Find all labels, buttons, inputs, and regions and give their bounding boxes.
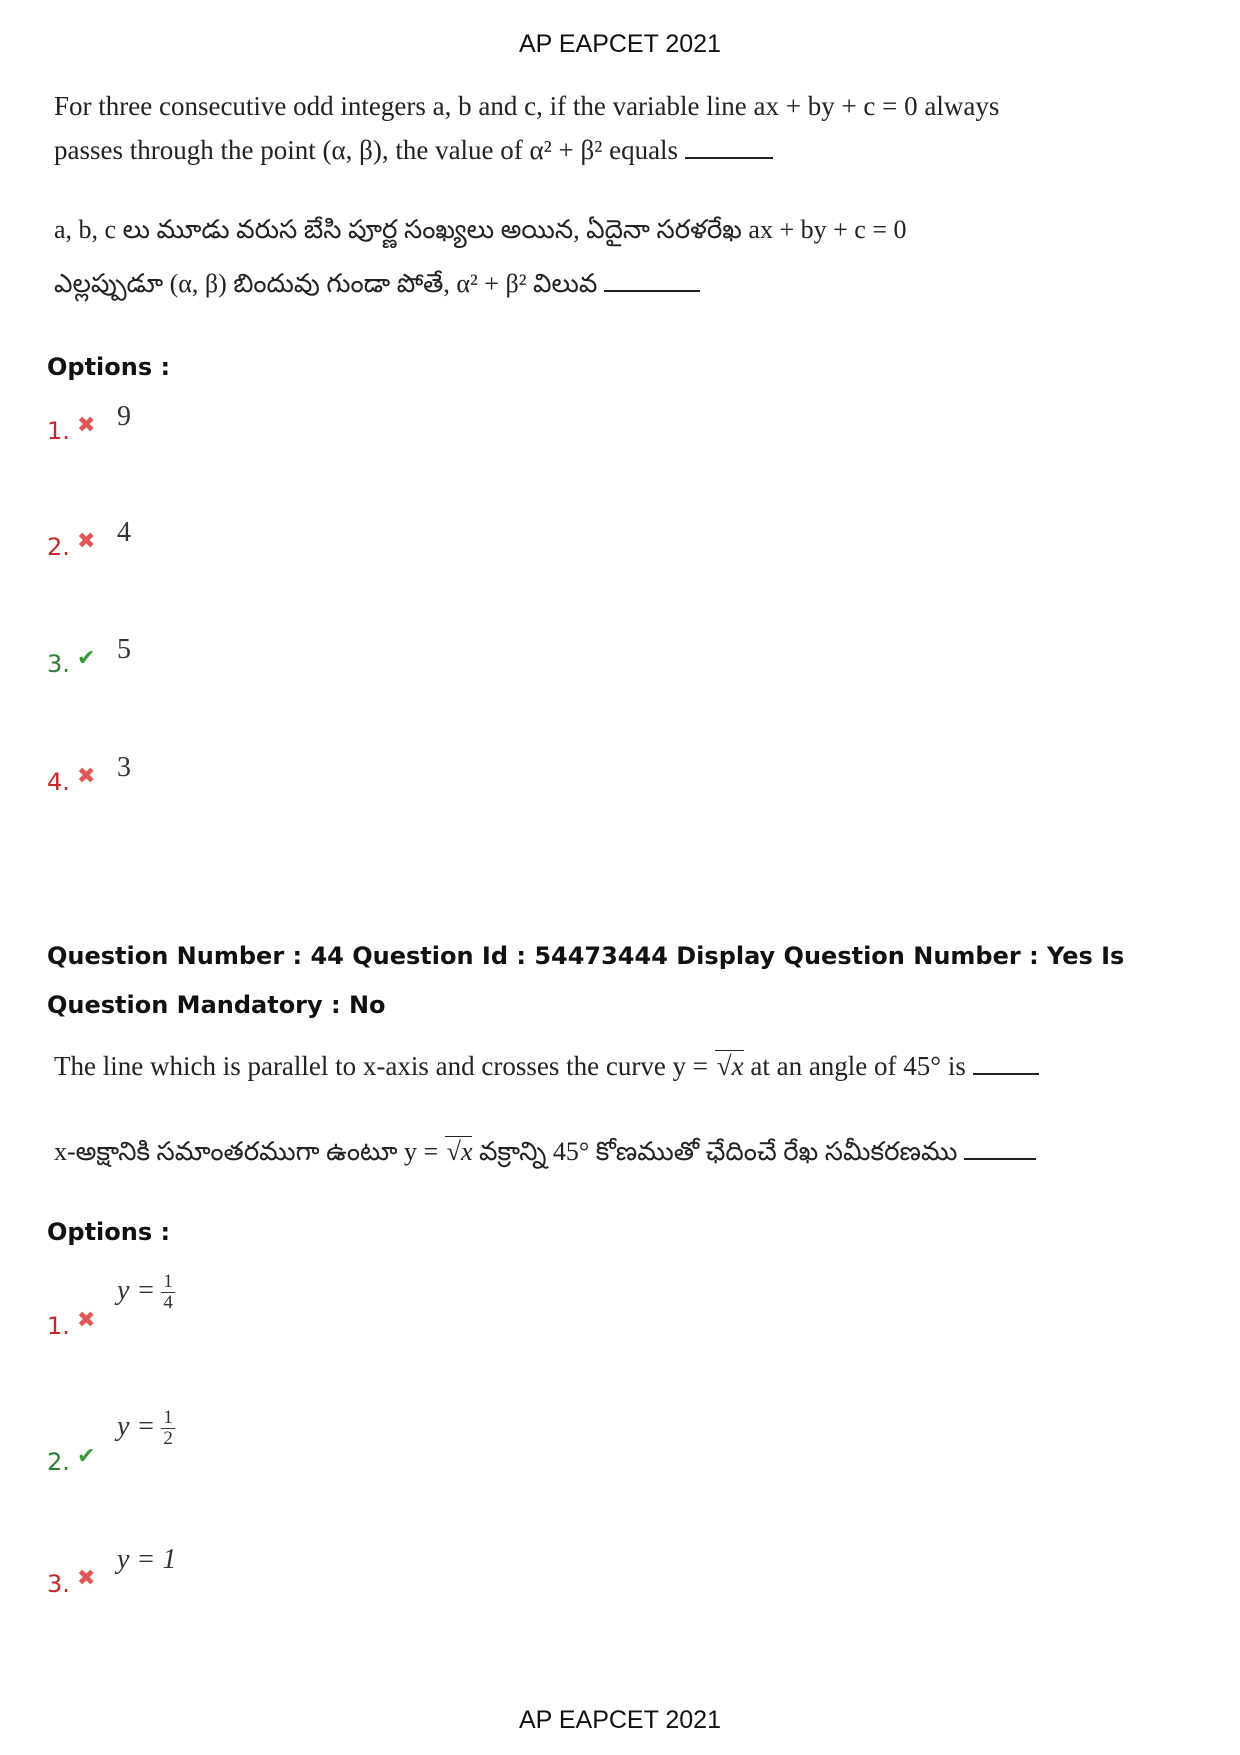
sqrt-expression: √x: [446, 1137, 473, 1166]
fraction-denominator: 4: [163, 1292, 173, 1313]
cross-icon: ✖: [77, 1566, 96, 1591]
question-text-en: [54, 1044, 1039, 1088]
check-icon: ✔: [77, 1444, 96, 1469]
option-number: 2.: [47, 1448, 70, 1476]
option-value: 4: [117, 517, 131, 548]
question-text-part: The line which is parallel to x-axis and crosses the curve y =: [54, 1051, 715, 1081]
question-text-part: వక్రాన్ని 45° కోణముతో ఛేదించే రేఖ సమీకరణము: [472, 1137, 958, 1166]
question-text-te: [54, 1130, 1036, 1174]
fraction-numerator: 1: [163, 1271, 173, 1292]
option-value: [117, 1544, 176, 1576]
options-label: Options :: [47, 1218, 171, 1246]
fraction-denominator: 2: [163, 1428, 173, 1449]
cross-icon: ✖: [77, 1308, 96, 1333]
option-value: [117, 1408, 175, 1449]
page-footer: AP EAPCET 2021: [519, 1706, 721, 1734]
answer-blank: [964, 1157, 1036, 1160]
option-value: [117, 1272, 175, 1313]
option-number: 1.: [47, 417, 70, 445]
fraction: [161, 1408, 175, 1449]
question-text-part: x-అక్షానికి సమాంతరముగా ఉంటూ y =: [54, 1137, 445, 1166]
cross-icon: ✖: [77, 529, 96, 554]
equation-lhs: y =: [117, 1274, 156, 1306]
question-line-2: passes through the point (α, β), the value of α² + β² equals: [54, 135, 679, 165]
option-number: 4.: [47, 768, 70, 796]
question-meta: Question Number : 44 Question Id : 54473444 Display Question Number : Yes Is Question Mandatory : No: [47, 942, 1125, 1019]
option-value: 3: [117, 752, 131, 783]
sqrt-expression: √x: [716, 1051, 744, 1081]
question-line-te-2: ఎల్లప్పుడూ (α, β) బిందువు గుండా పోతే, α² + β² విలువ: [54, 269, 598, 298]
question-text-part: at an angle of 45° is: [743, 1051, 966, 1081]
fraction: [161, 1272, 175, 1313]
option-number: 3.: [47, 650, 70, 678]
option-value: 5: [117, 634, 131, 665]
option-number: 2.: [47, 533, 70, 561]
answer-blank: [973, 1072, 1039, 1075]
fraction-numerator: 1: [163, 1407, 173, 1428]
question-line-1: For three consecutive odd integers a, b and c, if the variable line ax + by + c = 0 always: [54, 91, 1000, 121]
cross-icon: ✖: [77, 413, 96, 438]
cross-icon: ✖: [77, 764, 96, 789]
options-label: Options :: [47, 353, 171, 381]
equation-lhs: y =: [117, 1410, 156, 1442]
question-text-te: [54, 208, 907, 306]
sqrt-radicand: x: [731, 1051, 744, 1081]
option-number: 1.: [47, 1312, 70, 1340]
question-text-en: [54, 84, 999, 172]
sqrt-radicand: x: [460, 1137, 473, 1166]
answer-blank: [604, 289, 700, 292]
check-icon: ✔: [77, 646, 96, 671]
option-number: 3.: [47, 1570, 70, 1598]
option-value: 9: [117, 401, 131, 432]
page-header: AP EAPCET 2021: [519, 30, 721, 58]
answer-blank: [685, 156, 773, 159]
question-line-te-1: a, b, c లు మూడు వరుస బేసి పూర్ణ సంఖ్యలు అయిన, ఏదైనా సరళరేఖ ax + by + c = 0: [54, 215, 907, 244]
equation-lhs: y = 1: [117, 1544, 177, 1575]
